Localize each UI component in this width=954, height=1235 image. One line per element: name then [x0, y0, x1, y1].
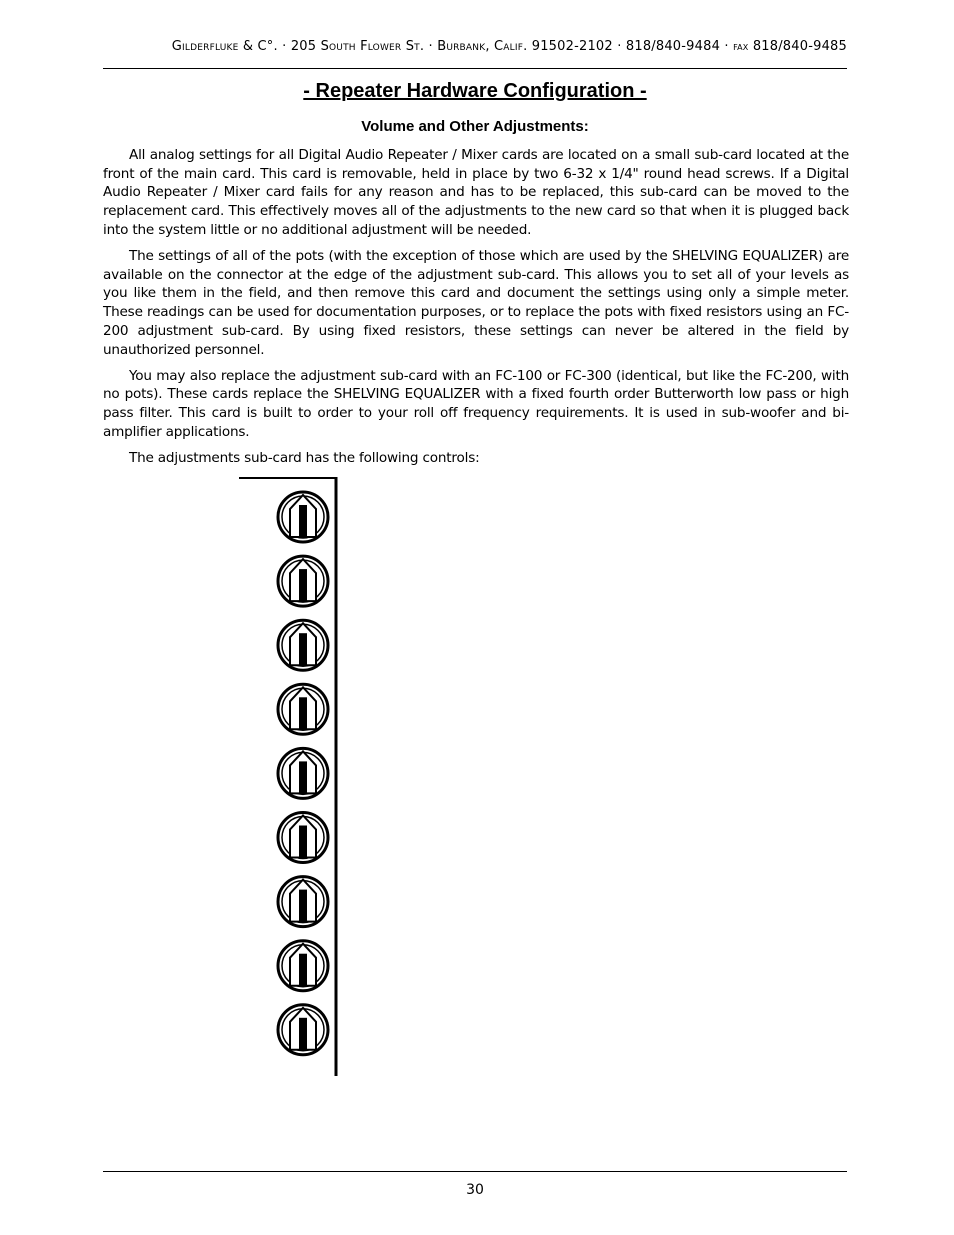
street-address: 205 South Flower St.: [290, 39, 425, 54]
paragraph: The adjustments sub-card has the following controls:: [129, 450, 480, 467]
trimmer-pot-icon: [278, 492, 328, 542]
adjustment-subcard-diagram: [238, 477, 348, 1077]
city: Burbank, Calif.: [437, 39, 528, 54]
company-name: Gilderfluke & C°.: [171, 39, 278, 54]
trimmer-pot-icon: [278, 748, 328, 798]
subcard-drawing: [238, 477, 348, 1077]
trimmer-pot-icon: [278, 556, 328, 606]
zip-code: 91502-2102: [527, 39, 613, 54]
fax-label: fax: [733, 39, 749, 53]
page-number: 30: [466, 1182, 484, 1198]
paragraph: The settings of all of the pots (with the exception of those which are used by the SHELVING EQUALIZER) are available on the connector at the edge of the adjustment sub-card. This allows you to set all of your levels as you like them in the field, and then remove this card and document the settings using only a simple meter. These readings can be used for documentation purposes, or to replace the pots with fixed resistors using an FC-200 adjustment sub-card. By using fixed resistors, these settings can never be altered in the field by unauthorized personnel.: [103, 248, 849, 358]
section-subtitle: Volume and Other Adjustments:: [361, 118, 589, 135]
trimmer-pot-icon: [278, 941, 328, 991]
trimmer-pot-icon: [278, 620, 328, 670]
footer-rule: [103, 1171, 847, 1172]
trimmer-pot-icon: [278, 1005, 328, 1055]
body-text: [103, 146, 849, 475]
header-rule: [103, 68, 847, 69]
trimmer-pot-icon: [278, 813, 328, 863]
trimmer-pot-icon: [278, 684, 328, 734]
page-title: - Repeater Hardware Configuration -: [303, 80, 647, 102]
paragraph: All analog settings for all Digital Audio Repeater / Mixer cards are located on a small sub-card located at the front of the main card. This card is removable, held in place by two 6-32 x 1/4" round head screws. If a Digital Audio Repeater / Mixer card fails for any reason and has to be replaced, this sub-card can be moved to the replacement card. This effectively moves all of the adjustments to the new card so that when it is plugged back into the system little or no additional adjustment will be needed.: [103, 147, 849, 238]
paragraph: You may also replace the adjustment sub-card with an FC-100 or FC-300 (identical, but like the FC-200, with no pots). These cards replace the SHELVING EQUALIZER with a fixed fourth order Butterworth low pass or high pass filter. This card is built to order to your roll off frequency requirements. It is used in sub-woofer and bi-amplifier applications.: [103, 367, 849, 440]
fax-number: 818/840-9485: [748, 39, 847, 54]
phone-number: 818/840-9484: [625, 39, 721, 54]
page-header: Gilderfluke & C°. · 205 South Flower St. · Burbank, Calif. 91502-2102 · 818/840-9484 · fax 818/840-9485: [171, 39, 847, 54]
trimmer-pot-icon: [278, 877, 328, 927]
